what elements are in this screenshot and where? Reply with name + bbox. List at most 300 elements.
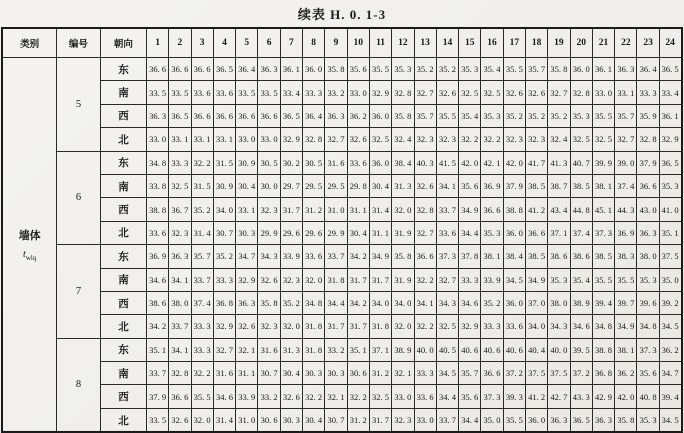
value-cell: 40. 3 bbox=[414, 151, 436, 174]
value-cell: 33. 6 bbox=[436, 221, 458, 244]
value-cell: 41. 3 bbox=[548, 151, 570, 174]
value-cell: 33. 6 bbox=[191, 81, 213, 104]
value-cell: 33. 3 bbox=[191, 315, 213, 338]
data-table bbox=[1, 27, 682, 433]
col-header-hour-15: 15 bbox=[459, 28, 481, 58]
table-row bbox=[2, 385, 681, 408]
value-cell: 32. 7 bbox=[615, 128, 637, 151]
value-cell: 30. 4 bbox=[303, 408, 325, 432]
value-cell: 38. 1 bbox=[592, 174, 614, 197]
orientation-cell: 北 bbox=[100, 128, 146, 151]
value-cell: 32. 7 bbox=[414, 221, 436, 244]
value-cell: 35. 2 bbox=[191, 198, 213, 221]
value-cell: 32. 4 bbox=[548, 128, 570, 151]
orientation-cell: 东 bbox=[100, 151, 146, 174]
value-cell: 31. 6 bbox=[258, 338, 280, 361]
value-cell: 35. 7 bbox=[615, 104, 637, 127]
value-cell: 34. 2 bbox=[347, 245, 369, 268]
value-cell: 36. 6 bbox=[637, 174, 659, 197]
value-cell: 33. 9 bbox=[280, 245, 302, 268]
value-cell: 31. 8 bbox=[369, 315, 391, 338]
value-cell: 34. 9 bbox=[369, 245, 391, 268]
orientation-cell: 西 bbox=[100, 291, 146, 314]
value-cell: 34. 5 bbox=[659, 315, 681, 338]
value-cell: 38. 5 bbox=[525, 245, 547, 268]
category-cell bbox=[2, 58, 56, 433]
value-cell: 31. 7 bbox=[347, 268, 369, 291]
value-cell: 33. 1 bbox=[169, 128, 191, 151]
value-cell: 32. 8 bbox=[169, 362, 191, 385]
value-cell: 40. 8 bbox=[637, 385, 659, 408]
value-cell: 38. 7 bbox=[548, 174, 570, 197]
col-header-hour-16: 16 bbox=[481, 28, 503, 58]
value-cell: 32. 3 bbox=[503, 128, 525, 151]
value-cell: 35. 3 bbox=[548, 268, 570, 291]
value-cell: 36. 2 bbox=[615, 362, 637, 385]
value-cell: 37. 2 bbox=[503, 362, 525, 385]
value-cell: 31. 8 bbox=[325, 268, 347, 291]
value-cell: 35. 2 bbox=[436, 58, 458, 81]
value-cell: 35. 7 bbox=[459, 362, 481, 385]
value-cell: 38. 4 bbox=[503, 245, 525, 268]
orientation-cell: 南 bbox=[100, 81, 146, 104]
orientation-cell: 北 bbox=[100, 408, 146, 432]
value-cell: 34. 5 bbox=[659, 408, 681, 432]
value-cell: 31. 2 bbox=[347, 408, 369, 432]
value-cell: 29. 8 bbox=[347, 174, 369, 197]
value-cell: 33. 3 bbox=[169, 151, 191, 174]
value-cell: 38. 4 bbox=[392, 151, 414, 174]
value-cell: 33. 0 bbox=[414, 408, 436, 432]
value-cell: 40. 6 bbox=[459, 338, 481, 361]
value-cell: 33. 9 bbox=[481, 268, 503, 291]
value-cell: 34. 5 bbox=[436, 362, 458, 385]
value-cell: 36. 1 bbox=[280, 58, 302, 81]
value-cell: 38. 6 bbox=[570, 245, 592, 268]
value-cell: 38. 8 bbox=[592, 338, 614, 361]
value-cell: 34. 1 bbox=[436, 174, 458, 197]
value-cell: 35. 0 bbox=[481, 408, 503, 432]
value-cell: 31. 5 bbox=[213, 151, 235, 174]
value-cell: 33. 8 bbox=[146, 174, 168, 197]
value-cell: 36. 3 bbox=[258, 58, 280, 81]
col-header-hour-1: 1 bbox=[146, 28, 168, 58]
value-cell: 36. 6 bbox=[258, 104, 280, 127]
value-cell: 37. 4 bbox=[191, 291, 213, 314]
value-cell: 32. 4 bbox=[392, 128, 414, 151]
orientation-cell: 东 bbox=[100, 245, 146, 268]
value-cell: 31. 7 bbox=[280, 198, 302, 221]
col-header-hour-4: 4 bbox=[213, 28, 235, 58]
value-cell: 40. 6 bbox=[503, 338, 525, 361]
value-cell: 33. 3 bbox=[637, 81, 659, 104]
value-cell: 36. 3 bbox=[548, 408, 570, 432]
value-cell: 32. 6 bbox=[280, 385, 302, 408]
value-cell: 35. 3 bbox=[637, 268, 659, 291]
col-header-hour-22: 22 bbox=[615, 28, 637, 58]
value-cell: 33. 3 bbox=[191, 338, 213, 361]
group-number-cell: 5 bbox=[56, 58, 100, 152]
value-cell: 34. 3 bbox=[258, 245, 280, 268]
value-cell: 35. 5 bbox=[592, 268, 614, 291]
value-cell: 37. 3 bbox=[436, 245, 458, 268]
table-row bbox=[2, 151, 681, 174]
value-cell: 36. 3 bbox=[236, 291, 258, 314]
value-cell: 32. 1 bbox=[236, 338, 258, 361]
table-row bbox=[2, 362, 681, 385]
value-cell: 34. 2 bbox=[146, 315, 168, 338]
col-header-category: 类别 bbox=[2, 28, 56, 58]
value-cell: 33. 7 bbox=[436, 408, 458, 432]
group-number-cell: 6 bbox=[56, 151, 100, 245]
value-cell: 33. 1 bbox=[236, 198, 258, 221]
col-header-hour-2: 2 bbox=[169, 28, 191, 58]
value-cell: 32. 2 bbox=[414, 315, 436, 338]
category-name: 墙体 bbox=[18, 230, 41, 243]
value-cell: 38. 1 bbox=[615, 338, 637, 361]
value-cell: 31. 0 bbox=[325, 198, 347, 221]
value-cell: 43. 0 bbox=[637, 198, 659, 221]
group-number-cell: 8 bbox=[56, 338, 100, 432]
value-cell: 44. 3 bbox=[615, 198, 637, 221]
value-cell: 30. 3 bbox=[236, 221, 258, 244]
value-cell: 32. 3 bbox=[392, 408, 414, 432]
value-cell: 35. 5 bbox=[503, 58, 525, 81]
value-cell: 35. 8 bbox=[392, 104, 414, 127]
value-cell: 41. 7 bbox=[525, 151, 547, 174]
value-cell: 35. 2 bbox=[213, 245, 235, 268]
value-cell: 35. 4 bbox=[459, 104, 481, 127]
value-cell: 34. 9 bbox=[525, 268, 547, 291]
value-cell: 38. 0 bbox=[637, 245, 659, 268]
value-cell: 33. 6 bbox=[213, 81, 235, 104]
category-symbol bbox=[3, 249, 56, 262]
value-cell: 29. 6 bbox=[280, 221, 302, 244]
value-cell: 33. 6 bbox=[303, 245, 325, 268]
value-cell: 36. 6 bbox=[481, 362, 503, 385]
value-cell: 34. 1 bbox=[414, 291, 436, 314]
value-cell: 29. 5 bbox=[325, 174, 347, 197]
value-cell: 36. 3 bbox=[615, 58, 637, 81]
value-cell: 33. 0 bbox=[392, 385, 414, 408]
orientation-cell: 西 bbox=[100, 104, 146, 127]
value-cell: 38. 6 bbox=[548, 245, 570, 268]
value-cell: 36. 0 bbox=[503, 221, 525, 244]
value-cell: 33. 6 bbox=[347, 151, 369, 174]
value-cell: 35. 2 bbox=[525, 104, 547, 127]
orientation-cell: 南 bbox=[100, 268, 146, 291]
value-cell: 30. 3 bbox=[325, 362, 347, 385]
value-cell: 31. 1 bbox=[369, 221, 391, 244]
value-cell: 33. 5 bbox=[258, 81, 280, 104]
value-cell: 34. 1 bbox=[169, 268, 191, 291]
value-cell: 33. 4 bbox=[659, 81, 681, 104]
value-cell: 38. 8 bbox=[503, 198, 525, 221]
value-cell: 36. 0 bbox=[570, 58, 592, 81]
table-row bbox=[2, 338, 681, 361]
value-cell: 41. 5 bbox=[436, 151, 458, 174]
value-cell: 33. 7 bbox=[169, 315, 191, 338]
value-cell: 33. 5 bbox=[169, 81, 191, 104]
value-cell: 31. 3 bbox=[280, 338, 302, 361]
value-cell: 34. 0 bbox=[369, 291, 391, 314]
value-cell: 31. 7 bbox=[369, 408, 391, 432]
value-cell: 43. 4 bbox=[548, 198, 570, 221]
value-cell: 36. 5 bbox=[280, 104, 302, 127]
value-cell: 32. 1 bbox=[325, 385, 347, 408]
value-cell: 32. 0 bbox=[303, 268, 325, 291]
value-cell: 35. 5 bbox=[191, 385, 213, 408]
value-cell: 34. 2 bbox=[347, 291, 369, 314]
value-cell: 32. 5 bbox=[570, 128, 592, 151]
table-row bbox=[2, 291, 681, 314]
value-cell: 33. 1 bbox=[191, 128, 213, 151]
value-cell: 35. 1 bbox=[347, 338, 369, 361]
value-cell: 31. 7 bbox=[369, 268, 391, 291]
value-cell: 36. 2 bbox=[347, 104, 369, 127]
value-cell: 36. 3 bbox=[146, 104, 168, 127]
value-cell: 32. 5 bbox=[369, 385, 391, 408]
col-header-hour-11: 11 bbox=[369, 28, 391, 58]
col-header-hour-8: 8 bbox=[303, 28, 325, 58]
value-cell: 33. 1 bbox=[615, 81, 637, 104]
value-cell: 32. 9 bbox=[369, 81, 391, 104]
value-cell: 36. 5 bbox=[570, 408, 592, 432]
value-cell: 32. 6 bbox=[169, 408, 191, 432]
value-cell: 41. 2 bbox=[525, 198, 547, 221]
value-cell: 34. 4 bbox=[325, 291, 347, 314]
value-cell: 32. 6 bbox=[503, 81, 525, 104]
value-cell: 35. 6 bbox=[459, 385, 481, 408]
value-cell: 42. 1 bbox=[481, 151, 503, 174]
value-cell: 30. 9 bbox=[236, 151, 258, 174]
value-cell: 35. 5 bbox=[503, 408, 525, 432]
value-cell: 31. 6 bbox=[325, 151, 347, 174]
value-cell: 31. 9 bbox=[392, 221, 414, 244]
value-cell: 34. 6 bbox=[213, 385, 235, 408]
value-cell: 36. 5 bbox=[659, 151, 681, 174]
value-cell: 33. 9 bbox=[236, 385, 258, 408]
value-cell: 39. 2 bbox=[659, 291, 681, 314]
value-cell: 35. 8 bbox=[325, 58, 347, 81]
table-row bbox=[2, 245, 681, 268]
value-cell: 34. 5 bbox=[503, 268, 525, 291]
value-cell: 37. 1 bbox=[369, 338, 391, 361]
value-cell: 33. 3 bbox=[481, 315, 503, 338]
value-cell: 32. 0 bbox=[191, 408, 213, 432]
value-cell: 38. 5 bbox=[592, 245, 614, 268]
value-cell: 32. 7 bbox=[213, 338, 235, 361]
value-cell: 31. 5 bbox=[191, 174, 213, 197]
value-cell: 32. 2 bbox=[303, 385, 325, 408]
value-cell: 32. 1 bbox=[392, 362, 414, 385]
value-cell: 32. 3 bbox=[169, 221, 191, 244]
col-header-hour-12: 12 bbox=[392, 28, 414, 58]
value-cell: 36. 5 bbox=[169, 104, 191, 127]
value-cell: 33. 5 bbox=[236, 81, 258, 104]
value-cell: 34. 4 bbox=[459, 408, 481, 432]
value-cell: 36. 5 bbox=[659, 58, 681, 81]
value-cell: 35. 3 bbox=[459, 58, 481, 81]
value-cell: 31. 4 bbox=[191, 221, 213, 244]
value-cell: 36. 5 bbox=[213, 58, 235, 81]
value-cell: 37. 4 bbox=[615, 174, 637, 197]
col-header-hour-9: 9 bbox=[325, 28, 347, 58]
col-header-hour-21: 21 bbox=[592, 28, 614, 58]
value-cell: 33. 5 bbox=[146, 81, 168, 104]
value-cell: 40. 0 bbox=[548, 338, 570, 361]
value-cell: 31. 0 bbox=[236, 408, 258, 432]
col-header-hour-20: 20 bbox=[570, 28, 592, 58]
value-cell: 29. 9 bbox=[258, 221, 280, 244]
value-cell: 36. 0 bbox=[303, 58, 325, 81]
value-cell: 43. 3 bbox=[570, 385, 592, 408]
value-cell: 29. 5 bbox=[303, 174, 325, 197]
value-cell: 31. 4 bbox=[213, 408, 235, 432]
value-cell: 35. 2 bbox=[503, 104, 525, 127]
table-row bbox=[2, 81, 681, 104]
value-cell: 32. 6 bbox=[525, 81, 547, 104]
value-cell: 32. 2 bbox=[191, 151, 213, 174]
value-cell: 34. 7 bbox=[659, 362, 681, 385]
value-cell: 32. 2 bbox=[481, 128, 503, 151]
value-cell: 35. 2 bbox=[481, 291, 503, 314]
value-cell: 33. 2 bbox=[325, 81, 347, 104]
value-cell: 36. 6 bbox=[481, 198, 503, 221]
value-cell: 36. 8 bbox=[592, 362, 614, 385]
value-cell: 40. 7 bbox=[570, 151, 592, 174]
value-cell: 35. 4 bbox=[570, 268, 592, 291]
value-cell: 32. 2 bbox=[459, 128, 481, 151]
value-cell: 36. 9 bbox=[146, 245, 168, 268]
value-cell: 30. 4 bbox=[347, 221, 369, 244]
value-cell: 35. 9 bbox=[637, 104, 659, 127]
orientation-cell: 南 bbox=[100, 174, 146, 197]
value-cell: 39. 0 bbox=[615, 151, 637, 174]
value-cell: 32. 0 bbox=[280, 315, 302, 338]
value-cell: 36. 7 bbox=[169, 198, 191, 221]
value-cell: 32. 5 bbox=[436, 315, 458, 338]
value-cell: 40. 5 bbox=[436, 338, 458, 361]
value-cell: 32. 3 bbox=[258, 315, 280, 338]
value-cell: 35. 6 bbox=[637, 362, 659, 385]
col-header-hour-19: 19 bbox=[548, 28, 570, 58]
value-cell: 30. 6 bbox=[258, 408, 280, 432]
value-cell: 36. 6 bbox=[525, 221, 547, 244]
col-header-orientation: 朝向 bbox=[100, 28, 146, 58]
value-cell: 33. 6 bbox=[414, 385, 436, 408]
value-cell: 32. 5 bbox=[459, 81, 481, 104]
value-cell: 33. 5 bbox=[146, 408, 168, 432]
value-cell: 36. 2 bbox=[659, 338, 681, 361]
group-number-cell: 7 bbox=[56, 245, 100, 339]
value-cell: 30. 3 bbox=[280, 408, 302, 432]
orientation-cell: 南 bbox=[100, 362, 146, 385]
value-cell: 39. 7 bbox=[615, 291, 637, 314]
value-cell: 37. 0 bbox=[525, 291, 547, 314]
value-cell: 30. 4 bbox=[369, 174, 391, 197]
value-cell: 39. 3 bbox=[503, 385, 525, 408]
value-cell: 34. 8 bbox=[146, 151, 168, 174]
value-cell: 37. 2 bbox=[570, 362, 592, 385]
value-cell: 35. 5 bbox=[592, 104, 614, 127]
value-cell: 36. 0 bbox=[503, 291, 525, 314]
value-cell: 35. 6 bbox=[459, 174, 481, 197]
col-header-hour-14: 14 bbox=[436, 28, 458, 58]
value-cell: 36. 9 bbox=[481, 174, 503, 197]
value-cell: 34. 7 bbox=[236, 245, 258, 268]
header-row bbox=[2, 28, 681, 58]
value-cell: 30. 5 bbox=[303, 151, 325, 174]
value-cell: 42. 0 bbox=[615, 385, 637, 408]
value-cell: 32. 5 bbox=[369, 128, 391, 151]
value-cell: 42. 7 bbox=[548, 385, 570, 408]
value-cell: 30. 7 bbox=[325, 408, 347, 432]
value-cell: 32. 9 bbox=[280, 128, 302, 151]
value-cell: 34. 0 bbox=[392, 291, 414, 314]
value-cell: 42. 0 bbox=[503, 151, 525, 174]
orientation-cell: 东 bbox=[100, 338, 146, 361]
category-symbol-sub: wlq bbox=[25, 254, 37, 263]
value-cell: 34. 0 bbox=[525, 315, 547, 338]
value-cell: 36. 3 bbox=[169, 245, 191, 268]
col-header-hour-13: 13 bbox=[414, 28, 436, 58]
value-cell: 32. 7 bbox=[414, 81, 436, 104]
value-cell: 32. 8 bbox=[303, 128, 325, 151]
value-cell: 32. 3 bbox=[436, 128, 458, 151]
value-cell: 33. 7 bbox=[146, 362, 168, 385]
value-cell: 33. 3 bbox=[414, 362, 436, 385]
col-header-hour-23: 23 bbox=[637, 28, 659, 58]
value-cell: 33. 2 bbox=[258, 385, 280, 408]
value-cell: 32. 8 bbox=[414, 198, 436, 221]
value-cell: 33. 3 bbox=[303, 81, 325, 104]
table-row bbox=[2, 104, 681, 127]
value-cell: 38. 9 bbox=[392, 338, 414, 361]
value-cell: 34. 8 bbox=[303, 291, 325, 314]
value-cell: 34. 9 bbox=[615, 315, 637, 338]
table-row bbox=[2, 408, 681, 432]
value-cell: 35. 3 bbox=[481, 104, 503, 127]
table-row bbox=[2, 58, 681, 81]
value-cell: 33. 0 bbox=[146, 128, 168, 151]
table-row bbox=[2, 221, 681, 244]
value-cell: 36. 4 bbox=[303, 104, 325, 127]
value-cell: 36. 0 bbox=[369, 151, 391, 174]
value-cell: 40. 6 bbox=[481, 338, 503, 361]
value-cell: 35. 5 bbox=[615, 268, 637, 291]
table-title: 续表 H. 0. 1-3 bbox=[297, 7, 387, 22]
value-cell: 30. 4 bbox=[236, 174, 258, 197]
value-cell: 38. 8 bbox=[146, 198, 168, 221]
value-cell: 35. 8 bbox=[258, 291, 280, 314]
value-cell: 31. 8 bbox=[303, 338, 325, 361]
value-cell: 31. 7 bbox=[347, 315, 369, 338]
value-cell: 31. 2 bbox=[369, 362, 391, 385]
value-cell: 34. 3 bbox=[436, 291, 458, 314]
value-cell: 37. 8 bbox=[459, 245, 481, 268]
value-cell: 30. 4 bbox=[280, 362, 302, 385]
value-cell: 38. 5 bbox=[525, 174, 547, 197]
value-cell: 33. 7 bbox=[191, 268, 213, 291]
value-cell: 32. 8 bbox=[637, 128, 659, 151]
value-cell: 36. 3 bbox=[592, 408, 614, 432]
value-cell: 32. 5 bbox=[169, 174, 191, 197]
value-cell: 36. 6 bbox=[213, 104, 235, 127]
value-cell: 36. 9 bbox=[615, 221, 637, 244]
value-cell: 33. 2 bbox=[325, 338, 347, 361]
value-cell: 44. 8 bbox=[570, 198, 592, 221]
